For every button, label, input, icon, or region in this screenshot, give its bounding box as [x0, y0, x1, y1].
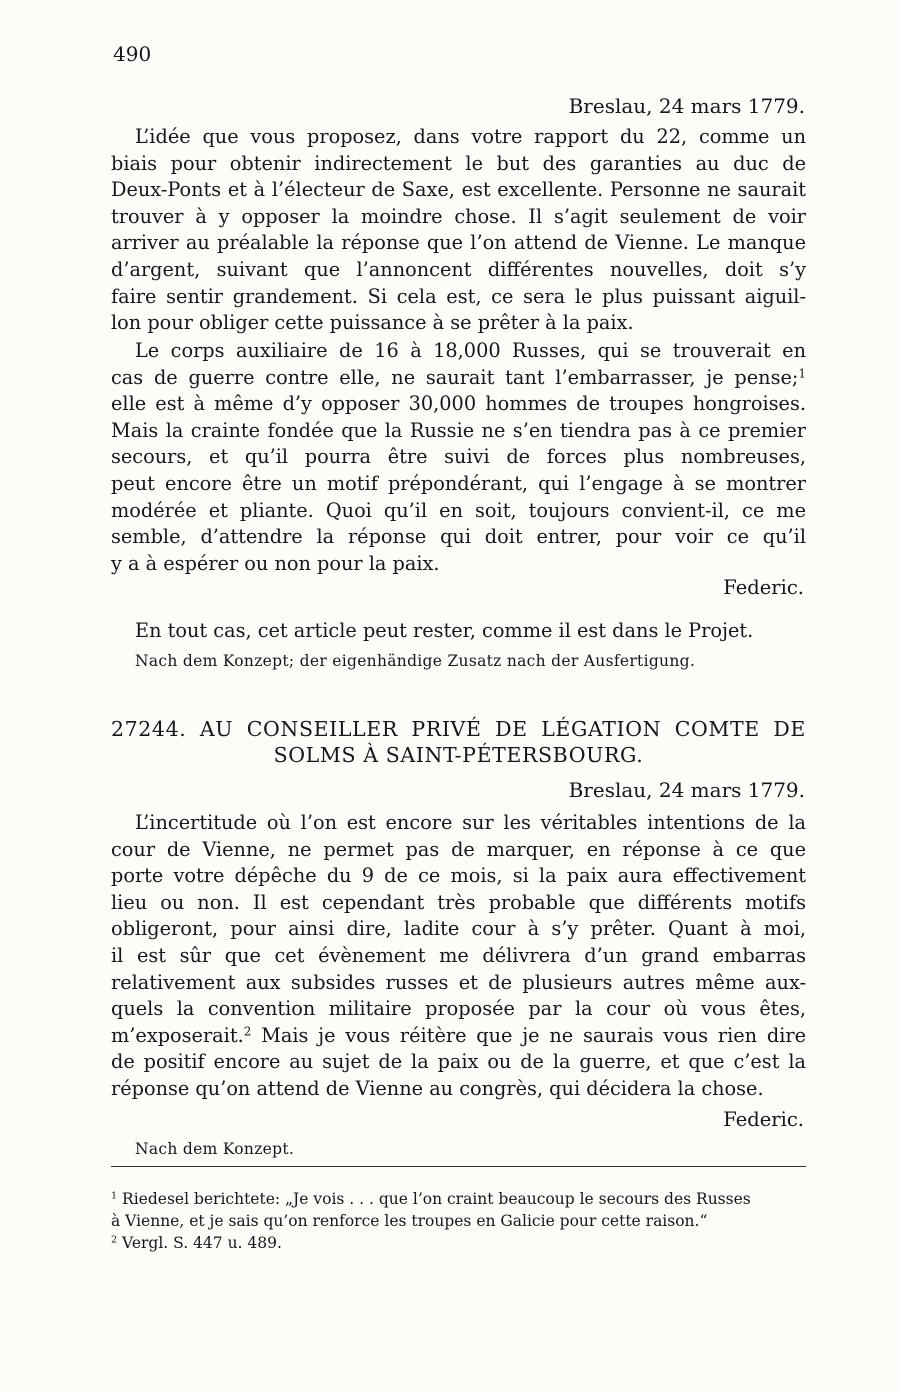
text-line: cour de Vienne, ne permet pas de marquer, en réponse à ce que [111, 837, 806, 861]
letter1-paragraph2 [111, 338, 806, 577]
text-line: arriver au préalable la réponse que l’on attend de Vienne. Le manque [111, 231, 806, 255]
footnote-1-continuation: à Vienne, et je sais qu’on renforce les troupes en Galicie pour cette raison.“ [111, 1212, 708, 1230]
text-line: obligeront, pour ainsi dire, ladite cour à s’y prêter. Quant à moi, [111, 917, 806, 941]
text-line: modérée et pliante. Quoi qu’il en soit, toujours convient-il, ce me [111, 498, 806, 522]
text-line: L’idée que vous proposez, dans votre rapport du 22, comme un [135, 125, 806, 148]
text-line: il est sûr que cet évènement me délivrera d’un grand embarras [111, 943, 806, 967]
text-line-with-footnote [111, 1023, 806, 1050]
text-fragment: m’exposerait. [111, 1023, 244, 1047]
text-line: trouver à y opposer la moindre chose. Il s’agit seulement de voir [111, 204, 806, 228]
footnote-marker: 2 [243, 1024, 252, 1039]
text-line: y a à espérer ou non pour la paix. [111, 551, 440, 575]
text-line: biais pour obtenir indirectement le but des garanties au duc de [111, 151, 806, 175]
letter1-source-note: Nach dem Konzept; der eigenhändige Zusatz nach der Ausfertigung. [135, 652, 696, 670]
footnotes [111, 1188, 811, 1254]
footnote-marker: 1 [798, 366, 806, 381]
footnote-1 [111, 1188, 811, 1210]
footnote-number: 2 [111, 1234, 118, 1246]
letter1-paragraph1 [111, 124, 806, 337]
text-line: elle est à même d’y opposer 30,000 hommes de troupes hongroises. [111, 392, 806, 416]
letter2-dateline: Breslau, 24 mars 1779. [568, 778, 805, 802]
footnote-text: Riedesel berichtete: „Je vois . . . que l’on craint beaucoup le secours des Russes [122, 1190, 751, 1208]
text-line: de positif encore au sujet de la paix ou de la guerre, et que c’est la [111, 1050, 806, 1074]
footnote-number: 1 [111, 1190, 118, 1202]
text-line: L’incertitude où l’on est encore sur les véritables intentions de la [135, 811, 806, 834]
letter1-signature: Federic. [723, 576, 804, 599]
footnote-text: Vergl. S. 447 u. 489. [122, 1234, 282, 1252]
text-line: peut encore être un motif prépondérant, qui l’engage à se montrer [111, 471, 806, 495]
text-line: semble, d’attendre la réponse qui doit entrer, pour voir ce qu’il [111, 525, 806, 549]
text-line-with-footnote [111, 365, 806, 392]
text-line: En tout cas, cet article peut rester, comme il est dans le Projet. [135, 619, 754, 642]
text-fragment: Mais je vous réitère que je ne saurais vous rien dire [261, 1023, 806, 1047]
text-line: porte votre dépêche du 9 de ce mois, si la paix aura effectivement [111, 864, 806, 888]
text-line: lon pour obliger cette puissance à se prêter à la paix. [111, 311, 634, 335]
text-line: faire sentir grandement. Si cela est, ce sera le plus puissant aiguil- [111, 284, 806, 308]
letter1-dateline: Breslau, 24 mars 1779. [568, 94, 805, 118]
text-line: lieu ou non. Il est cependant très probable que différents motifs [111, 890, 806, 914]
text-line: Deux-Ponts et à l’électeur de Saxe, est excellente. Personne ne saurait [111, 178, 806, 202]
letter2-paragraph [111, 810, 806, 1103]
text-line: secours, et qu’il pourra être suivi de forces plus nombreuses, [111, 445, 806, 469]
text-line: Le corps auxiliaire de 16 à 18,000 Russes, qui se trouverait en [135, 339, 806, 362]
text-line: Mais la crainte fondée que la Russie ne s’en tiendra pas à ce premier [111, 418, 806, 442]
letter2-heading [111, 716, 806, 768]
text-fragment: cas de guerre contre elle, ne saurait tant l’embarrasser, je pense; [111, 365, 799, 389]
letter1-postscript [111, 618, 806, 645]
footnote-divider [111, 1166, 806, 1167]
heading-line: 27244. AU CONSEILLER PRIVÉ DE LÉGATION COMTE DE [111, 717, 806, 741]
letter2-signature: Federic. [723, 1108, 804, 1131]
letter2-source-note: Nach dem Konzept. [135, 1140, 295, 1158]
text-line: quels la convention militaire proposée par la cour où vous êtes, [111, 997, 806, 1021]
text-line: d’argent, suivant que l’annoncent différentes nouvelles, doit s’y [111, 257, 806, 281]
heading-line: SOLMS À SAINT-PÉTERSBOURG. [273, 743, 644, 767]
text-line: réponse qu’on attend de Vienne au congrès, qui décidera la chose. [111, 1076, 764, 1100]
text-line: relativement aux subsides russes et de plusieurs autres même aux- [111, 970, 806, 994]
page-number: 490 [113, 42, 152, 66]
footnote-2 [111, 1232, 811, 1254]
